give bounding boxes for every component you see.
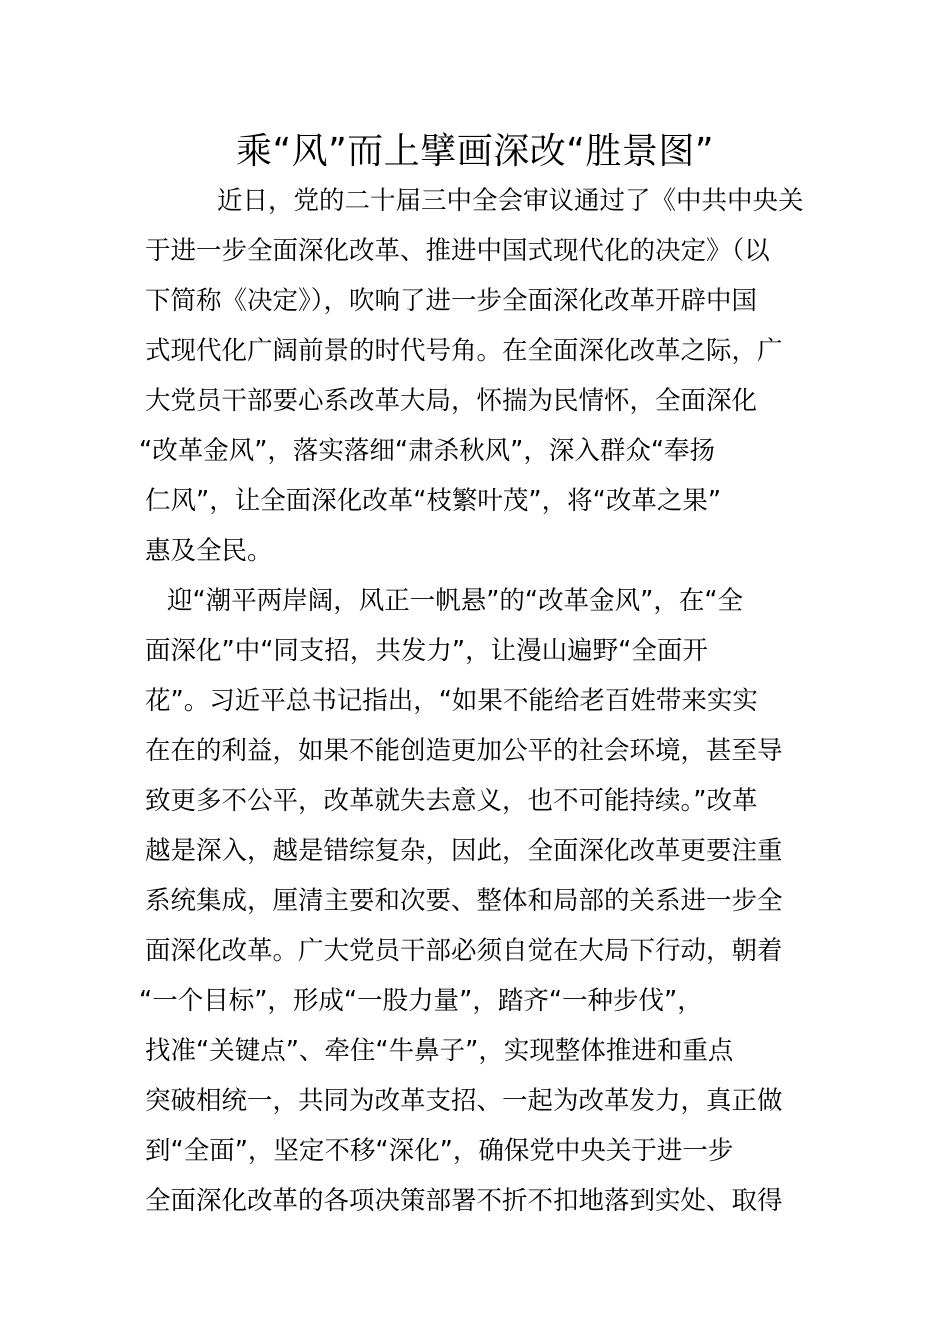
paragraph-line: “一个目标”，形成“一股力量”，踏齐“一种步伐”， — [139, 986, 703, 1016]
document-body — [139, 176, 815, 1226]
paragraph-line: 突破相统一，共同为改革支招、一起为改革发力，真正做 — [145, 1086, 783, 1116]
paragraph-line: 面深化”中“同支招，共发力”，让漫山遍野“全面开 — [145, 636, 708, 666]
paragraph-line: 式现代化广阔前景的时代号角。在全面深化改革之际，广 — [145, 336, 783, 366]
paragraph-line: 致更多不公平，改革就失去意义，也不可能持续。”改革 — [145, 786, 758, 816]
paragraph-1 — [139, 176, 815, 576]
paragraph-line: 近日，党的二十届三中全会审议通过了《中共中央关 — [217, 186, 804, 216]
paragraph-line: 全面深化改革的各项决策部署不折不扣地落到实处、取得 — [145, 1186, 783, 1216]
paragraph-line: 大党员干部要心系改革大局，怀揣为民情怀，全面深化 — [145, 386, 758, 416]
paragraph-line: 系统集成，厘清主要和次要、整体和局部的关系进一步全 — [145, 886, 783, 916]
paragraph-line: 仁风”，让全面深化改革“枝繁叶茂”，将“改革之果” — [145, 486, 722, 516]
paragraph-line: 惠及全民。 — [145, 536, 273, 566]
paragraph-line: 在在的利益，如果不能创造更加公平的社会环境，甚至导 — [145, 736, 783, 766]
paragraph-line: 下简称《决定》），吹响了进一步全面深化改革开辟中国 — [145, 286, 758, 316]
paragraph-2 — [139, 576, 815, 1226]
paragraph-line: 面深化改革。广大党员干部必须自觉在大局下行动，朝着 — [145, 936, 783, 966]
paragraph-line: 于进一步全面深化改革、推进中国式现代化的决定》（以 — [145, 236, 770, 266]
paragraph-line: 到“全面”，坚定不移“深化”，确保党中央关于进一步 — [145, 1136, 734, 1166]
paragraph-line: 找准“关键点”、牵住“牛鼻子”，实现整体推进和重点 — [145, 1036, 734, 1066]
document-title: 乘“风”而上擘画深改“胜景图” — [235, 131, 715, 172]
paragraph-line: 迎“潮平两岸阔，风正一帆悬”的“改革金风”，在“全 — [167, 586, 744, 616]
paragraph-line: 花”。习近平总书记指出，“如果不能给老百姓带来实实 — [145, 686, 758, 716]
paragraph-line: “改革金风”，落实落细“肃杀秋风”，深入群众“奉扬 — [139, 436, 716, 466]
paragraph-line: 越是深入，越是错综复杂，因此，全面深化改革更要注重 — [145, 836, 783, 866]
